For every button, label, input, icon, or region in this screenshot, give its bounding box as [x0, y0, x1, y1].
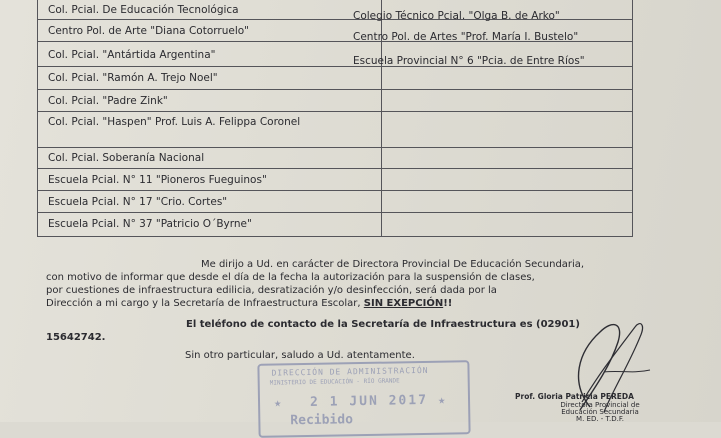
school-cell-left: Col. Pcial. "Haspen" Prof. Luis A. Felippa Coronel	[48, 116, 301, 128]
table-row	[38, 112, 632, 148]
letter-line: con motivo de informar que desde el día de la fecha la autorización para la suspensión de clases,	[46, 272, 535, 283]
school-cell-left: Col. Pcial. "Ramón A. Trejo Noel"	[48, 72, 218, 84]
phone-number: 15642742.	[46, 332, 106, 343]
table-row	[38, 42, 632, 67]
star-icon: ★	[437, 392, 446, 407]
letter-text: Dirección a mi cargo y la Secretaría de Infraestructura Escolar,	[46, 298, 361, 309]
signer-title: Educación Secundaria	[561, 408, 639, 416]
reception-stamp	[257, 360, 470, 438]
school-cell-left: Escuela Pcial. N° 17 "Crio. Cortes"	[48, 196, 228, 208]
table-row	[38, 20, 632, 42]
table-row	[38, 169, 632, 191]
signer-title: Directora Provincial de	[560, 401, 640, 409]
signer-title: M. ED. - T.D.F.	[576, 415, 624, 423]
stamp-line: Recibido	[290, 412, 354, 429]
table-row	[38, 0, 632, 20]
school-cell-left: Centro Pol. de Arte "Diana Cotorruelo"	[48, 25, 249, 37]
letter-paragraph	[46, 258, 660, 310]
star-icon: ★	[273, 395, 282, 410]
letter-line	[46, 297, 660, 310]
table-row	[38, 213, 632, 235]
school-cell-left: Col. Pcial. "Padre Zink"	[48, 95, 168, 107]
closing-line: Sin otro particular, saludo a Ud. atentamente.	[185, 350, 415, 361]
school-cell-right: Colegio Técnico Pcial. "Olga B. de Arko"	[353, 10, 560, 22]
letter-line: El teléfono de contacto de la Secretaría de Infraestructura es (02901)	[186, 319, 580, 330]
signer-name: Prof. Gloria Patricia PEREDA	[515, 392, 634, 401]
table-row	[38, 67, 632, 90]
school-cell-left: Col. Pcial. "Antártida Argentina"	[48, 49, 216, 61]
school-cell-left: Col. Pcial. De Educación Tecnológica	[48, 4, 239, 16]
school-cell-left: Escuela Pcial. N° 37 "Patricio O´Byrne"	[48, 218, 252, 230]
school-cell-right: Escuela Provincial N° 6 "Pcia. de Entre Ríos"	[353, 55, 585, 67]
table-row	[38, 148, 632, 169]
school-cell-left: Escuela Pcial. N° 11 "Pioneros Fueguinos"	[48, 174, 267, 186]
stamp-line: MINISTERIO DE EDUCACIÓN - RÍO GRANDE	[269, 377, 400, 387]
letter-line: por cuestiones de infraestructura edilicia, desratización y/o desinfección, será dada por la	[46, 285, 497, 296]
schools-table	[37, 0, 633, 237]
school-cell-right: Centro Pol. de Artes "Prof. María I. Bustelo"	[353, 31, 579, 43]
emphasis-text: SIN EXEPCIÓN	[363, 298, 444, 309]
stamp-line: DIRECCIÓN DE ADMINISTRACIÓN	[271, 365, 429, 378]
exclamation-text: !!	[443, 298, 453, 309]
school-cell-left: Col. Pcial. Soberanía Nacional	[48, 152, 205, 164]
stamp-date: 2 1 JUN 2017	[309, 392, 429, 410]
table-row	[38, 191, 632, 213]
letter-line: Me dirijo a Ud. en carácter de Directora Provincial De Educación Secundaria,	[201, 259, 585, 270]
table-row	[38, 90, 632, 112]
